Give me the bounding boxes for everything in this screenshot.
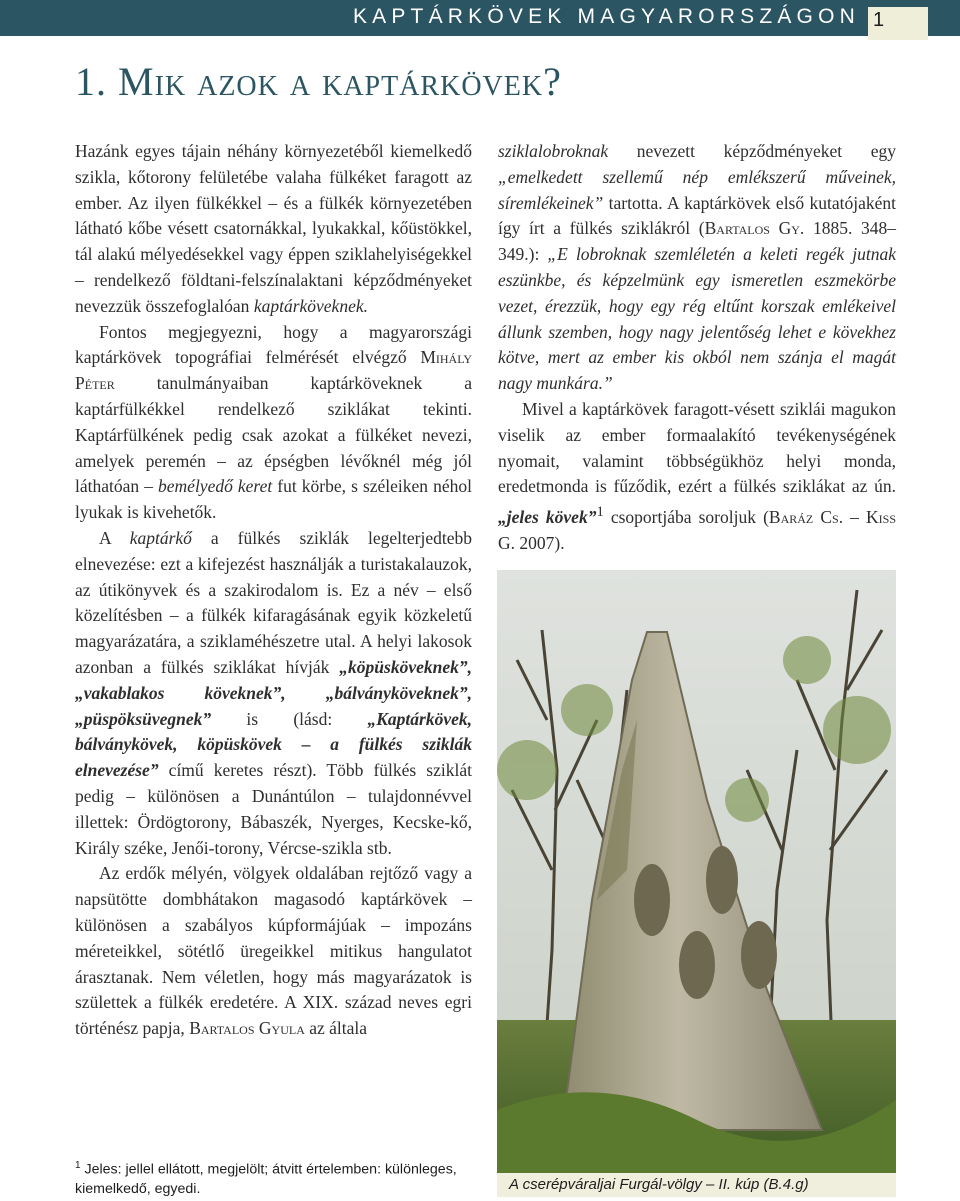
paragraph bbox=[75, 861, 472, 1042]
paragraph bbox=[498, 397, 896, 557]
emphasis: „jeles kövek” bbox=[498, 506, 597, 527]
author-name: Bartalos Gyula bbox=[189, 1018, 305, 1039]
emphasis: „emelkedett szellemű nép emlékszerű műveinek, síremlékeinek” bbox=[498, 166, 896, 213]
text-run: 1885. 348–349.): bbox=[498, 218, 896, 265]
emphasis: „Kaptárkövek, bálványkövek, köpüskövek – a fülkés sziklák elnevezése” bbox=[75, 708, 472, 781]
paragraph bbox=[75, 526, 472, 861]
emphasis: sziklalobroknak bbox=[498, 141, 609, 161]
citation: Baráz Cs. bbox=[768, 506, 844, 527]
paragraph bbox=[75, 139, 472, 320]
chapter-title: 1. Mik azok a kaptárkövek? bbox=[75, 59, 562, 104]
text-run: tanulmányaiban kaptárköveknek a kaptárfülkékkel rendelkező sziklákat tekinti. Kaptárfülkének pedig csak azokat a fülkéket nevezi, amelyek peremén – az épségben lévőknél még jól láthatóan – bbox=[75, 373, 472, 497]
left-column bbox=[75, 139, 472, 1042]
text-run: Mivel a kaptárkövek faragott-vésett sziklái magukon viselik az ember formaalakító tevékenységének nyomait, valamint többségükhöz helyi monda, eredetmonda is fűződik, ezért a fülkés sziklákat az ún. bbox=[498, 398, 896, 497]
citation: Kiss G. bbox=[498, 506, 897, 553]
page-number: 1 bbox=[873, 9, 885, 31]
paragraph bbox=[75, 320, 472, 526]
text-run: fut körbe, s széleiken néhol lyukak is kivehetők. bbox=[75, 476, 472, 523]
header-bar bbox=[0, 0, 960, 36]
paragraph bbox=[498, 139, 896, 397]
text-run: Fontos megjegyezni, hogy a magyarországi kaptárkövek topográfiai felmérését elvégző bbox=[75, 321, 472, 368]
text-run: az általa bbox=[304, 1018, 368, 1039]
text-run: Hazánk egyes tájain néhány környezetéből kiemelkedő szikla, kőtorony felületébe valaha fülkéket faragott az ember. Az ilyen fülkékkel – és a fülkék környezetében látható kőbe vésett csatornákkal, lyukakkal, kőüstökkel, tál alakú mélyedésekkel vagy éppen sziklahelyiségekkel – rendelkező földtani-felszínalaktani képződményeket nevezzük összefoglalóan bbox=[75, 141, 472, 316]
text-run: is (lásd: bbox=[211, 708, 368, 729]
emphasis: kaptárköveknek. bbox=[253, 295, 368, 316]
text-run: csoportjába soroljuk ( bbox=[603, 506, 769, 527]
text-run: a fülkés sziklák legelterjedtebb elnevezése: ezt a kifejezést használják a turistakalauzok, az útikönyvek és a szakirodalom is. Ez a név – első közelítésben – a fülkék kifaragásának egyik közkeletű magyarázatára, a sziklaméhészetre utal. A helyi lakosok azonban a fülkés sziklákat hívják bbox=[75, 527, 472, 677]
footnote-mark: 1 bbox=[75, 1160, 81, 1171]
page-number-box bbox=[868, 7, 928, 40]
emphasis: kaptárkő bbox=[129, 527, 192, 548]
citation: Bartalos Gy. bbox=[704, 218, 805, 239]
text-run: A bbox=[99, 527, 130, 548]
author-name: Mihály Péter bbox=[75, 347, 472, 394]
text-run: című keretes részt). Több fülkés sziklát pedig – különösen a Dunántúlon – tulajdonnévvel illettek: Ördögtorony, Bábaszék, Nyerges, Kecske-kő, Király széke, Jenői-torony, Vércse-szikla stb. bbox=[75, 760, 472, 858]
figure-caption: A cserépváraljai Furgál-völgy – II. kúp (B.4.g) bbox=[509, 1176, 809, 1193]
caption-bar bbox=[497, 1173, 896, 1197]
running-header-title: KAPTÁRKÖVEK MAGYARORSZÁGON bbox=[352, 5, 860, 28]
quotation: „E lobroknak szemléletén a keleti regék jutnak eszünkbe, és képzelmünk egy ismeretlen eszmekörbe vezet, érezzük, hogy egy rég eltűnt korszak emlékeivel állunk szemben, hogy nagy jelentőség lehet e kövekhez kötve, mert az ember kis okból nem szánja el magát nagy munkára.” bbox=[498, 244, 896, 394]
footnote-text: Jeles: jellel ellátott, megjelölt; átvitt értelemben: különleges, kiemelkedő, egyedi. bbox=[75, 1161, 457, 1197]
footnote-reference[interactable]: 1 bbox=[596, 504, 604, 521]
right-column bbox=[498, 139, 896, 557]
text-run: tartotta. A kaptárkövek első kutatójaként így írt a fülkés sziklákról ( bbox=[498, 192, 896, 239]
text-run: – bbox=[843, 506, 867, 527]
footnote bbox=[75, 1156, 475, 1199]
text-run: Az erdők mélyén, völgyek oldalában rejtőző vagy a napsütötte dombhátakon magasodó kaptárkövek – különösen a szabályos kúpformájúak – impozáns méreteikkel, sötétlő üregeikkel mitikus hangulatot árasztanak. Nem véletlen, hogy más magyarázatok is születtek a fülkék eredetére. A XIX. század neves egri történész papja, bbox=[75, 863, 472, 1039]
beehive-rock-photo bbox=[497, 570, 896, 1197]
text-run: nevezett képződményeket egy bbox=[608, 141, 896, 161]
emphasis: „köpüsköveknek”, „vakablakos köveknek”, „bálványköveknek”, „püspöksüvegnek” bbox=[75, 656, 472, 729]
emphasis: bemélyedő keret bbox=[158, 476, 273, 497]
photo-illustration bbox=[497, 570, 896, 1173]
text-run: 2007). bbox=[515, 532, 565, 553]
